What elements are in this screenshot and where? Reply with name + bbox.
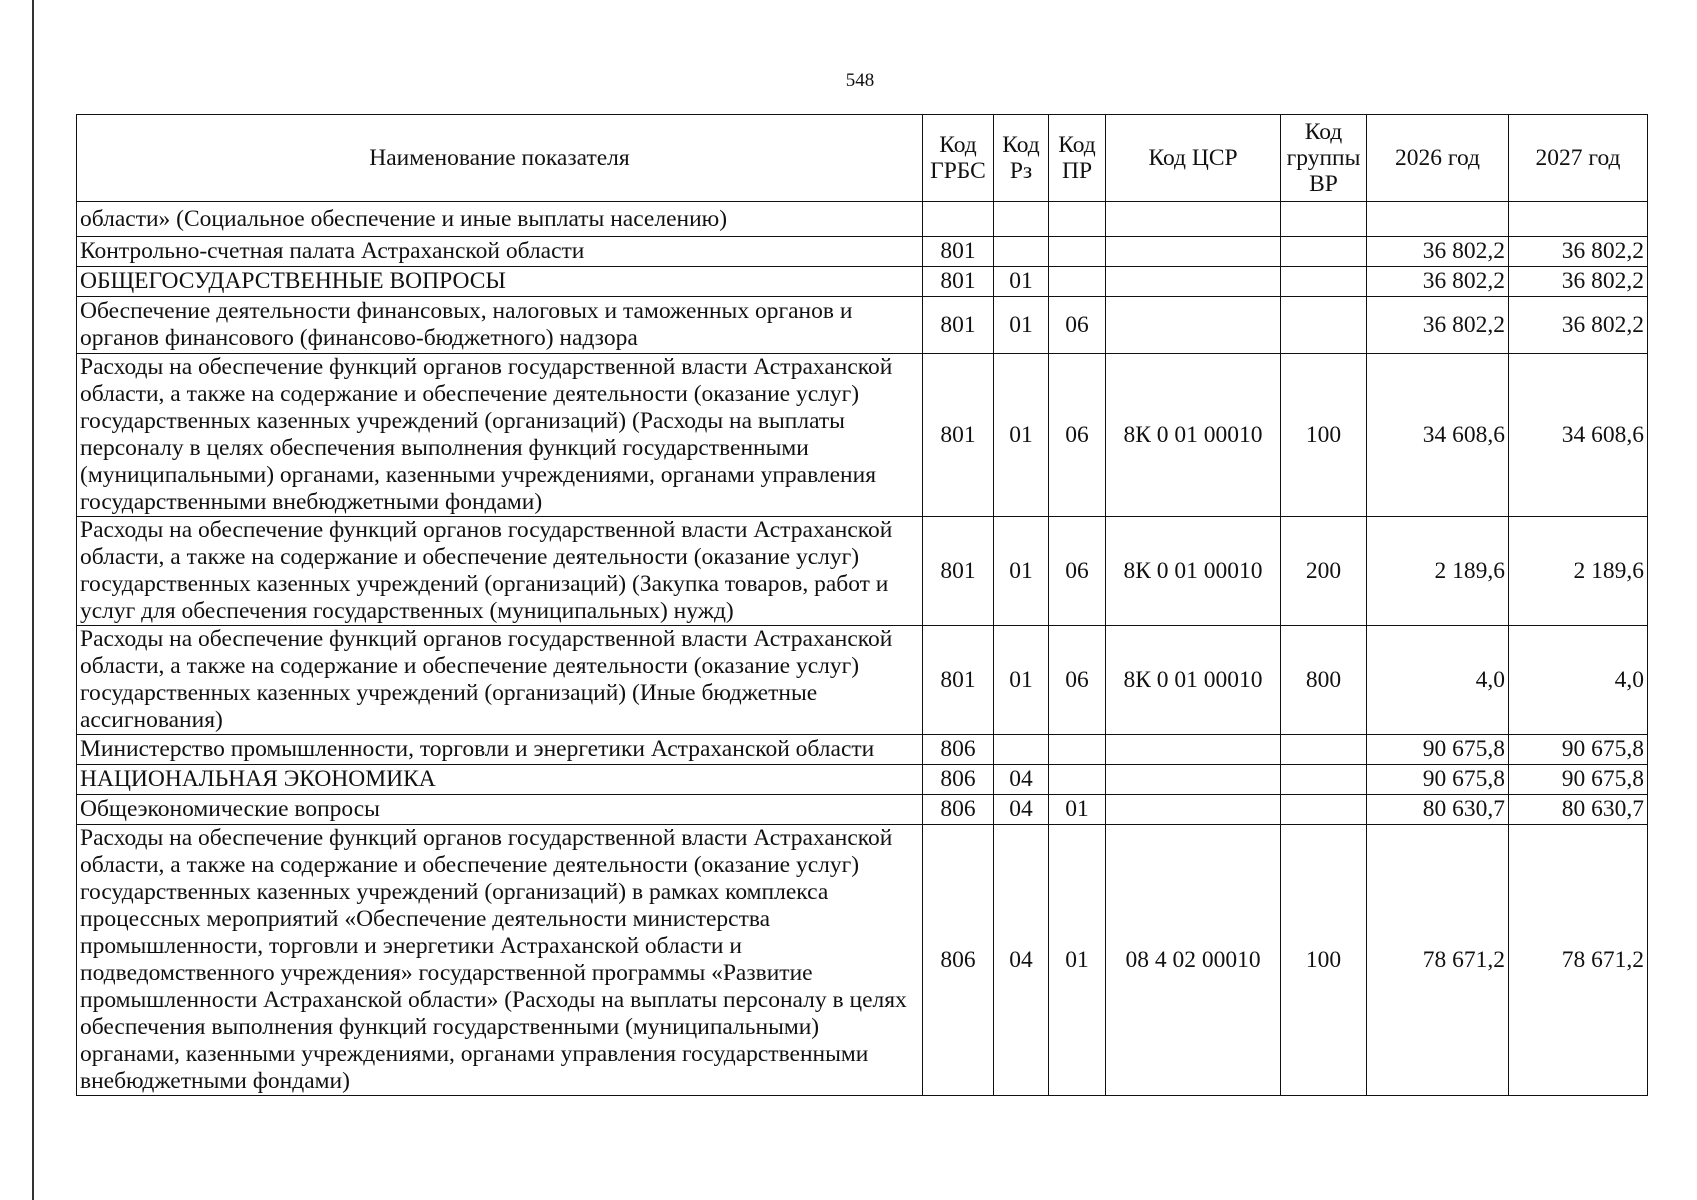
cell-pr: 06 bbox=[1049, 626, 1106, 735]
header-grbs: Код ГРБС bbox=[923, 115, 994, 202]
cell-rz: 01 bbox=[994, 297, 1049, 354]
table-row bbox=[77, 765, 1648, 795]
cell-rz: 04 bbox=[994, 765, 1049, 795]
cell-pr: 01 bbox=[1049, 795, 1106, 825]
cell-csr bbox=[1106, 795, 1281, 825]
table-header-row bbox=[77, 115, 1648, 202]
cell-2026: 34 608,6 bbox=[1367, 354, 1509, 517]
cell-2026: 36 802,2 bbox=[1367, 297, 1509, 354]
cell-pr bbox=[1049, 202, 1106, 237]
cell-name: Расходы на обеспечение функций органов государственной власти Астраханской области, а также на содержание и обеспечение деятельности (оказание услуг) государственных казенных учреждений (организаций) (Закупка товаров, работ и услуг для обеспечения государственных (муниципальных) нужд) bbox=[77, 517, 923, 626]
cell-pr: 06 bbox=[1049, 297, 1106, 354]
cell-csr bbox=[1106, 267, 1281, 297]
cell-vr bbox=[1281, 735, 1367, 765]
header-csr: Код ЦСР bbox=[1106, 115, 1281, 202]
cell-2026: 2 189,6 bbox=[1367, 517, 1509, 626]
cell-grbs: 806 bbox=[923, 735, 994, 765]
cell-pr bbox=[1049, 237, 1106, 267]
table-header bbox=[77, 115, 1648, 202]
cell-pr bbox=[1049, 735, 1106, 765]
cell-grbs: 806 bbox=[923, 795, 994, 825]
table-row bbox=[77, 267, 1648, 297]
cell-rz bbox=[994, 735, 1049, 765]
cell-grbs: 801 bbox=[923, 267, 994, 297]
cell-2027: 80 630,7 bbox=[1509, 795, 1648, 825]
header-vr: Код группы ВР bbox=[1281, 115, 1367, 202]
cell-2027 bbox=[1509, 202, 1648, 237]
cell-vr: 100 bbox=[1281, 354, 1367, 517]
cell-2026: 90 675,8 bbox=[1367, 735, 1509, 765]
cell-rz: 04 bbox=[994, 825, 1049, 1096]
cell-vr: 200 bbox=[1281, 517, 1367, 626]
cell-2026: 36 802,2 bbox=[1367, 267, 1509, 297]
budget-table bbox=[76, 114, 1648, 1096]
cell-vr bbox=[1281, 765, 1367, 795]
cell-name: Контрольно-счетная палата Астраханской области bbox=[77, 237, 923, 267]
cell-2027: 2 189,6 bbox=[1509, 517, 1648, 626]
cell-grbs bbox=[923, 202, 994, 237]
cell-pr: 06 bbox=[1049, 354, 1106, 517]
cell-rz: 01 bbox=[994, 267, 1049, 297]
table-row bbox=[77, 795, 1648, 825]
cell-csr: 8К 0 01 00010 bbox=[1106, 354, 1281, 517]
cell-csr: 8К 0 01 00010 bbox=[1106, 626, 1281, 735]
cell-rz bbox=[994, 237, 1049, 267]
table-row bbox=[77, 297, 1648, 354]
cell-csr bbox=[1106, 765, 1281, 795]
cell-vr: 800 bbox=[1281, 626, 1367, 735]
table-row bbox=[77, 735, 1648, 765]
page-margin-rule bbox=[32, 0, 34, 1200]
cell-grbs: 806 bbox=[923, 765, 994, 795]
cell-grbs: 801 bbox=[923, 297, 994, 354]
cell-2027: 78 671,2 bbox=[1509, 825, 1648, 1096]
table-row bbox=[77, 354, 1648, 517]
header-rz: Код Рз bbox=[994, 115, 1049, 202]
table-body bbox=[77, 202, 1648, 1096]
cell-rz: 01 bbox=[994, 626, 1049, 735]
cell-csr bbox=[1106, 237, 1281, 267]
cell-pr: 06 bbox=[1049, 517, 1106, 626]
cell-2027: 34 608,6 bbox=[1509, 354, 1648, 517]
table-row bbox=[77, 237, 1648, 267]
page-number: 548 bbox=[845, 70, 875, 91]
cell-name: НАЦИОНАЛЬНАЯ ЭКОНОМИКА bbox=[77, 765, 923, 795]
cell-2026: 36 802,2 bbox=[1367, 237, 1509, 267]
cell-grbs: 801 bbox=[923, 626, 994, 735]
cell-pr bbox=[1049, 267, 1106, 297]
cell-name: Расходы на обеспечение функций органов государственной власти Астраханской области, а также на содержание и обеспечение деятельности (оказание услуг) государственных казенных учреждений (организаций) в рамках комплекса процессных мероприятий «Обеспечение деятельности министерства промышленности, торговли и энергетики Астраханской области и подведомственного учреждения» государственной программы «Развитие промышленности Астраханской области» (Расходы на выплаты персоналу в целях обеспечения выполнения функций государственными (муниципальными) органами, казенными учреждениями, органами управления государственными внебюджетными фондами) bbox=[77, 825, 923, 1096]
cell-vr bbox=[1281, 237, 1367, 267]
cell-2027: 90 675,8 bbox=[1509, 765, 1648, 795]
cell-csr bbox=[1106, 297, 1281, 354]
table-row bbox=[77, 825, 1648, 1096]
cell-2027: 36 802,2 bbox=[1509, 267, 1648, 297]
cell-grbs: 801 bbox=[923, 517, 994, 626]
cell-2027: 4,0 bbox=[1509, 626, 1648, 735]
cell-2027: 90 675,8 bbox=[1509, 735, 1648, 765]
cell-name: Обеспечение деятельности финансовых, налоговых и таможенных органов и органов финансового (финансово-бюджетного) надзора bbox=[77, 297, 923, 354]
table-row bbox=[77, 202, 1648, 237]
cell-grbs: 801 bbox=[923, 354, 994, 517]
cell-csr: 08 4 02 00010 bbox=[1106, 825, 1281, 1096]
cell-name: области» (Социальное обеспечение и иные выплаты населению) bbox=[77, 202, 923, 237]
cell-name: Расходы на обеспечение функций органов государственной власти Астраханской области, а также на содержание и обеспечение деятельности (оказание услуг) государственных казенных учреждений (организаций) (Иные бюджетные ассигнования) bbox=[77, 626, 923, 735]
cell-2026: 80 630,7 bbox=[1367, 795, 1509, 825]
cell-vr bbox=[1281, 795, 1367, 825]
table-row bbox=[77, 626, 1648, 735]
cell-2026: 78 671,2 bbox=[1367, 825, 1509, 1096]
cell-vr bbox=[1281, 297, 1367, 354]
cell-grbs: 806 bbox=[923, 825, 994, 1096]
header-2027: 2027 год bbox=[1509, 115, 1648, 202]
cell-2026: 90 675,8 bbox=[1367, 765, 1509, 795]
cell-vr bbox=[1281, 267, 1367, 297]
cell-name: Расходы на обеспечение функций органов государственной власти Астраханской области, а также на содержание и обеспечение деятельности (оказание услуг) государственных казенных учреждений (организаций) (Расходы на выплаты персоналу в целях обеспечения выполнения функций государственными (муниципальными) органами, казенными учреждениями, органами управления государственными внебюджетными фондами) bbox=[77, 354, 923, 517]
header-name: Наименование показателя bbox=[77, 115, 923, 202]
table-row bbox=[77, 517, 1648, 626]
cell-2026 bbox=[1367, 202, 1509, 237]
header-2026: 2026 год bbox=[1367, 115, 1509, 202]
cell-2027: 36 802,2 bbox=[1509, 297, 1648, 354]
cell-2026: 4,0 bbox=[1367, 626, 1509, 735]
cell-csr: 8К 0 01 00010 bbox=[1106, 517, 1281, 626]
cell-rz: 01 bbox=[994, 354, 1049, 517]
cell-csr bbox=[1106, 735, 1281, 765]
cell-pr: 01 bbox=[1049, 825, 1106, 1096]
cell-rz: 04 bbox=[994, 795, 1049, 825]
header-pr: Код ПР bbox=[1049, 115, 1106, 202]
cell-vr bbox=[1281, 202, 1367, 237]
cell-2027: 36 802,2 bbox=[1509, 237, 1648, 267]
cell-rz: 01 bbox=[994, 517, 1049, 626]
cell-name: Общеэкономические вопросы bbox=[77, 795, 923, 825]
cell-grbs: 801 bbox=[923, 237, 994, 267]
cell-name: Министерство промышленности, торговли и энергетики Астраханской области bbox=[77, 735, 923, 765]
cell-vr: 100 bbox=[1281, 825, 1367, 1096]
cell-rz bbox=[994, 202, 1049, 237]
cell-pr bbox=[1049, 765, 1106, 795]
cell-name: ОБЩЕГОСУДАРСТВЕННЫЕ ВОПРОСЫ bbox=[77, 267, 923, 297]
cell-csr bbox=[1106, 202, 1281, 237]
